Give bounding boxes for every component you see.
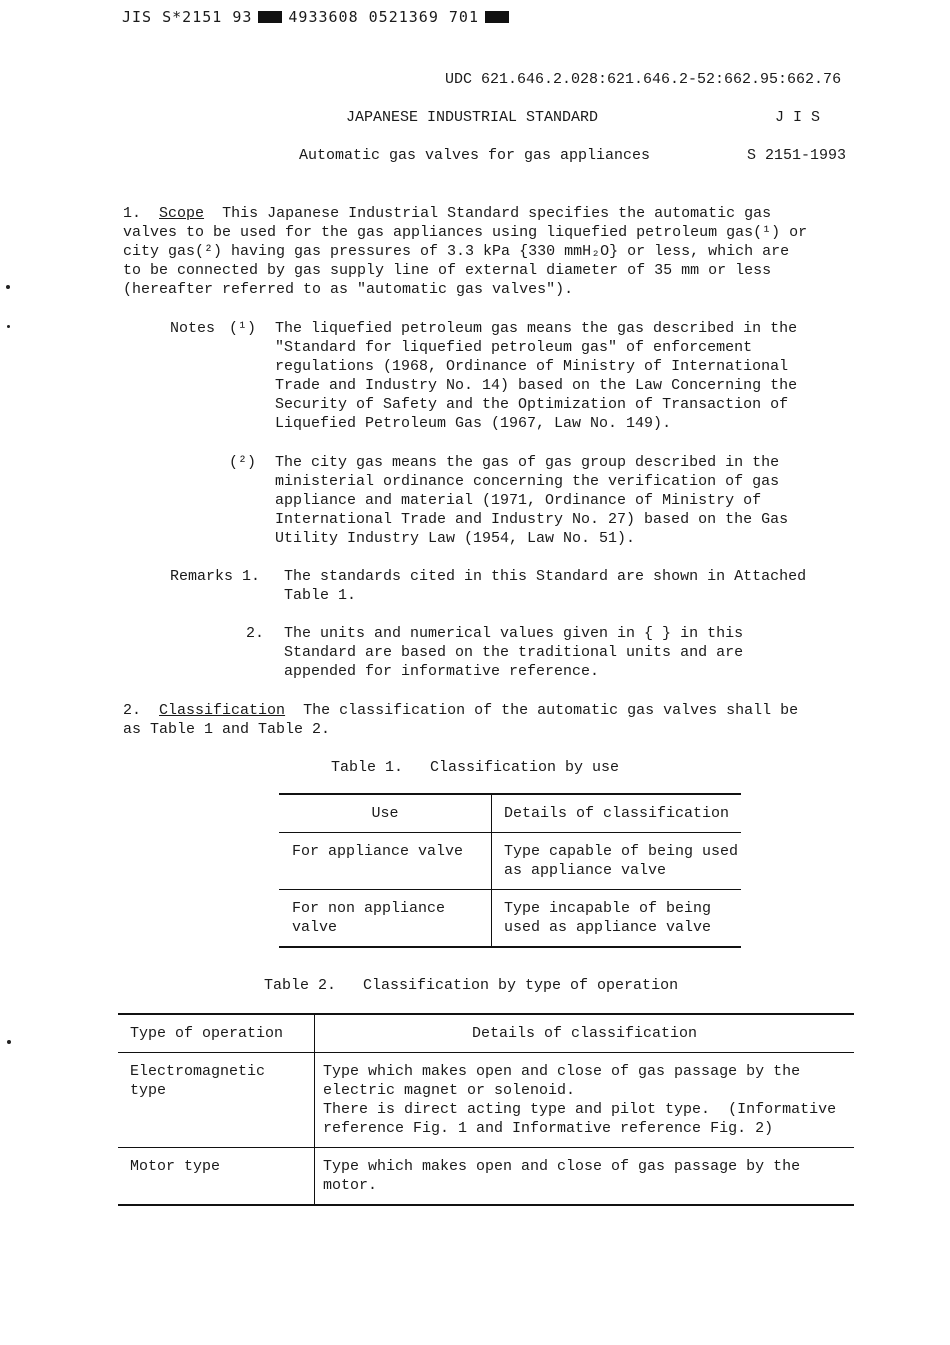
note-1-marker: (¹) — [229, 320, 257, 337]
table-1-caption: Table 1. Classification by use — [331, 759, 620, 776]
section-2-classification — [123, 701, 798, 739]
table-2-caption: Table 2. Classification by type of operation — [264, 977, 679, 994]
table-cell — [118, 1148, 315, 1206]
table-2 — [118, 1013, 854, 1206]
remark-1 — [284, 567, 806, 605]
cell-line: type — [130, 1082, 167, 1099]
note-line: The city gas means the gas of gas group described in the — [275, 454, 780, 471]
scope-line: (hereafter referred to as "automatic gas valves"). — [123, 281, 574, 298]
note-line: "Standard for liquefied petroleum gas" of enforcement — [275, 339, 753, 356]
remark-2 — [284, 624, 743, 681]
table-cell — [315, 1053, 855, 1148]
header-code-part2: 4933608 0521369 701 — [288, 8, 479, 26]
table-header-cell: Details of classification — [492, 794, 742, 833]
remark-2-number: 2. — [246, 625, 265, 642]
cell-line: Electromagnetic — [130, 1063, 266, 1080]
udc-code: UDC 621.646.2.028:621.646.2-52:662.95:662.76 — [445, 71, 842, 88]
table-header-cell: Type of operation — [118, 1014, 315, 1053]
note-line: appliance and material (1971, Ordinance of Ministry of — [275, 492, 762, 509]
cell-line: electric magnet or solenoid. — [323, 1082, 576, 1099]
doc-number: S 2151-1993 — [747, 147, 847, 164]
scan-speck — [7, 325, 10, 328]
section-2-heading: Classification — [159, 702, 286, 719]
scan-speck — [6, 285, 10, 289]
standard-org: JAPANESE INDUSTRIAL STANDARD — [346, 109, 599, 126]
cell-line: motor. — [323, 1177, 378, 1194]
note-line: International Trade and Industry No. 27) based on the Gas — [275, 511, 789, 528]
black-bar-icon — [485, 11, 509, 23]
note-line: The liquefied petroleum gas means the gas described in the — [275, 320, 798, 337]
section-2-text: The classification of the automatic gas valves shall be — [303, 702, 799, 719]
scope-line: city gas(²) having gas pressures of 3.3 kPa {330 mmH₂O} or less, which are — [123, 243, 790, 260]
remark-line: appended for informative reference. — [284, 663, 600, 680]
remark-line: Table 1. — [284, 587, 357, 604]
note-line: regulations (1968, Ordinance of Ministry of International — [275, 358, 789, 375]
cell-line: valve — [292, 919, 338, 936]
note-1 — [275, 319, 797, 433]
table-row — [118, 1148, 854, 1206]
cell-line: as appliance valve — [504, 862, 667, 879]
note-line: ministerial ordinance concerning the verification of gas — [275, 473, 780, 490]
cell-line: Type which makes open and close of gas passage by the — [323, 1158, 801, 1175]
table-cell — [118, 1053, 315, 1148]
cell-line: Type incapable of being — [504, 900, 712, 917]
cell-line: For non appliance — [292, 900, 446, 917]
remark-line: The units and numerical values given in { } in this — [284, 625, 744, 642]
cell-line: Type which makes open and close of gas passage by the — [323, 1063, 801, 1080]
scope-line: valves to be used for the gas appliances using liquefied petroleum gas(¹) or — [123, 224, 808, 241]
table-row — [118, 1053, 854, 1148]
table-header-row — [279, 794, 741, 833]
jis-mark: J I S — [775, 109, 821, 126]
note-line: Trade and Industry No. 14) based on the Law Concerning the — [275, 377, 798, 394]
table-cell — [492, 890, 742, 948]
cell-line: used as appliance valve — [504, 919, 712, 936]
remark-line: The standards cited in this Standard are shown in Attached — [284, 568, 807, 585]
cell-line: Type capable of being used — [504, 843, 739, 860]
note-line: Utility Industry Law (1954, Law No. 51). — [275, 530, 636, 547]
doc-title: Automatic gas valves for gas appliances — [299, 147, 651, 164]
table-header-cell: Use — [279, 794, 492, 833]
section-1-number: 1. — [123, 205, 142, 222]
section-2-text: as Table 1 and Table 2. — [123, 721, 331, 738]
note-2 — [275, 453, 788, 548]
table-header-row — [118, 1014, 854, 1053]
cell-line: For appliance valve — [292, 843, 464, 860]
cell-line: Motor type — [130, 1158, 221, 1175]
table-header-cell: Details of classification — [315, 1014, 855, 1053]
remarks-label: Remarks 1. — [170, 568, 261, 585]
section-2-number: 2. — [123, 702, 142, 719]
table-cell — [279, 890, 492, 948]
scope-line: This Japanese Industrial Standard specifies the automatic gas — [222, 205, 772, 222]
section-1-scope — [123, 204, 807, 299]
note-line: Security of Safety and the Optimization of Transaction of — [275, 396, 789, 413]
notes-label: Notes — [170, 320, 216, 337]
scan-speck — [7, 1040, 11, 1044]
table-1 — [279, 793, 741, 948]
header-code — [122, 8, 515, 27]
note-line: Liquefied Petroleum Gas (1967, Law No. 149). — [275, 415, 672, 432]
section-1-heading: Scope — [159, 205, 205, 222]
table-cell — [492, 833, 742, 890]
cell-line: reference Fig. 1 and Informative reference Fig. 2) — [323, 1120, 774, 1137]
cell-line: There is direct acting type and pilot type. (Informative — [323, 1101, 837, 1118]
black-bar-icon — [258, 11, 282, 23]
table-row — [279, 890, 741, 948]
table-cell — [315, 1148, 855, 1206]
table-cell — [279, 833, 492, 890]
note-2-marker: (²) — [229, 454, 257, 471]
scope-line: to be connected by gas supply line of external diameter of 35 mm or less — [123, 262, 772, 279]
header-code-part1: JIS S*2151 93 — [122, 8, 253, 26]
remark-line: Standard are based on the traditional units and are — [284, 644, 744, 661]
table-row — [279, 833, 741, 890]
